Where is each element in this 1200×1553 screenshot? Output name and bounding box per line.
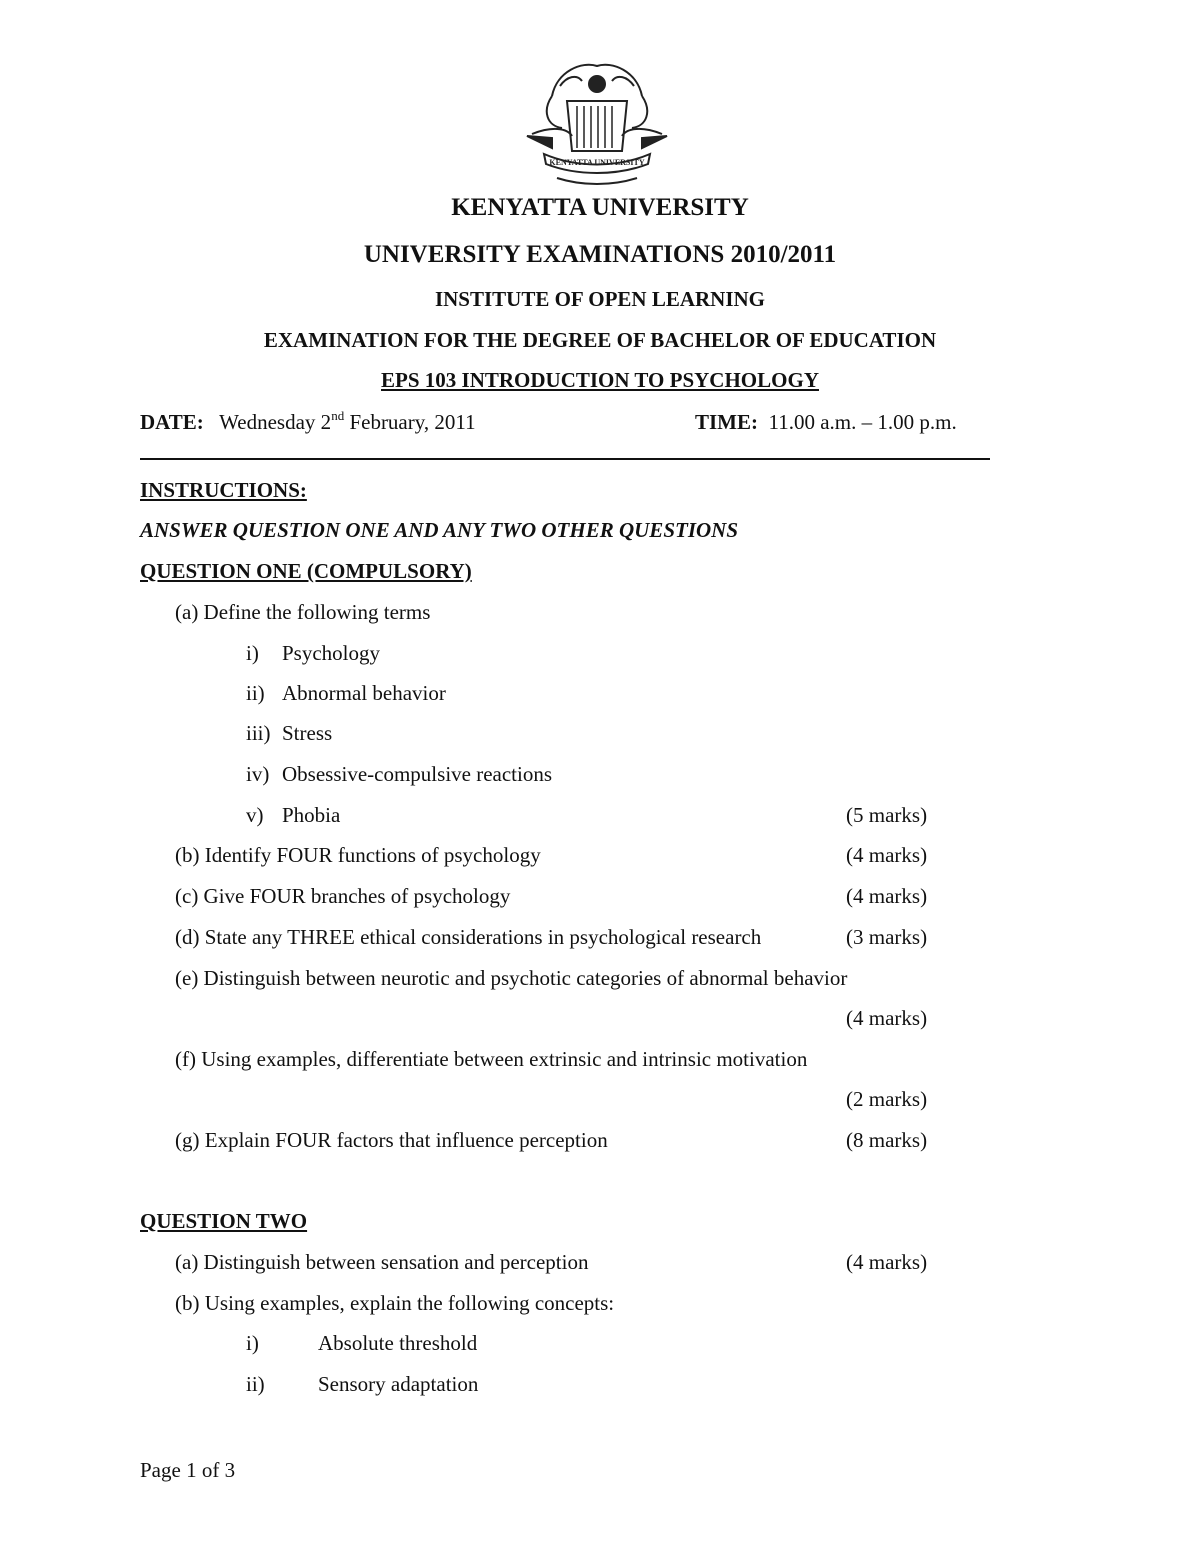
list-item: Psychology — [282, 641, 381, 665]
marks-label: (4 marks) — [846, 1006, 928, 1030]
time-value: 11.00 a.m. – 1.00 p.m. — [768, 410, 957, 434]
marks-label: (8 marks) — [846, 1128, 928, 1152]
list-item: Phobia — [282, 803, 341, 827]
university-crest-logo — [522, 56, 672, 188]
list-item: Obsessive-compulsive reactions — [282, 762, 553, 786]
q2-part-a: (a) Distinguish between sensation and perception — [175, 1250, 589, 1274]
instructions-text: ANSWER QUESTION ONE AND ANY TWO OTHER QUESTIONS — [140, 518, 739, 542]
list-item-number: iii) — [246, 721, 271, 745]
q1-part-b: (b) Identify FOUR functions of psychology — [175, 843, 541, 867]
date-value: Wednesday 2nd February, 2011 — [219, 408, 476, 434]
marks-label: (2 marks) — [846, 1087, 928, 1111]
divider — [140, 458, 990, 460]
list-item-number: i) — [246, 1331, 259, 1355]
instructions-heading: INSTRUCTIONS: — [140, 478, 307, 502]
list-item-number: v) — [246, 803, 264, 827]
question-two-heading: QUESTION TWO — [140, 1209, 308, 1233]
list-item: Abnormal behavior — [282, 681, 446, 705]
university-name: KENYATTA UNIVERSITY — [451, 194, 749, 221]
list-item: Stress — [282, 721, 333, 745]
q1-part-d: (d) State any THREE ethical considerations in psychological research — [175, 925, 762, 949]
q1-part-e: (e) Distinguish between neurotic and psychotic categories of abnormal behavior — [175, 966, 848, 990]
time-line — [695, 410, 957, 435]
institute-name: INSTITUTE OF OPEN LEARNING — [434, 287, 766, 311]
list-item-number: ii) — [246, 681, 265, 705]
date-line — [140, 410, 476, 435]
page-number: Page 1 of 3 — [140, 1458, 236, 1482]
question-one-heading: QUESTION ONE (COMPULSORY) — [140, 559, 472, 583]
q1-part-g: (g) Explain FOUR factors that influence perception — [175, 1128, 608, 1152]
marks-label: (5 marks) — [846, 803, 928, 827]
list-item: Absolute threshold — [318, 1331, 478, 1355]
marks-label: (3 marks) — [846, 925, 928, 949]
marks-label: (4 marks) — [846, 843, 928, 867]
time-label: TIME: — [695, 410, 758, 434]
list-item-number: ii) — [246, 1372, 265, 1396]
q1-part-a: (a) Define the following terms — [175, 600, 431, 624]
exam-title: UNIVERSITY EXAMINATIONS 2010/2011 — [363, 241, 837, 268]
course-title: EPS 103 INTRODUCTION TO PSYCHOLOGY — [381, 368, 819, 392]
marks-label: (4 marks) — [846, 1250, 928, 1274]
svg-text:KENYATTA UNIVERSITY: KENYATTA UNIVERSITY — [549, 158, 645, 167]
list-item-number: iv) — [246, 762, 270, 786]
marks-label: (4 marks) — [846, 884, 928, 908]
list-item: Sensory adaptation — [318, 1372, 479, 1396]
date-label: DATE: — [140, 410, 204, 434]
q1-part-c: (c) Give FOUR branches of psychology — [175, 884, 511, 908]
q1-part-f: (f) Using examples, differentiate between extrinsic and intrinsic motivation — [175, 1047, 808, 1071]
q2-part-b: (b) Using examples, explain the following concepts: — [175, 1291, 615, 1315]
list-item-number: i) — [246, 641, 259, 665]
degree-title: EXAMINATION FOR THE DEGREE OF BACHELOR OF EDUCATION — [263, 328, 937, 352]
